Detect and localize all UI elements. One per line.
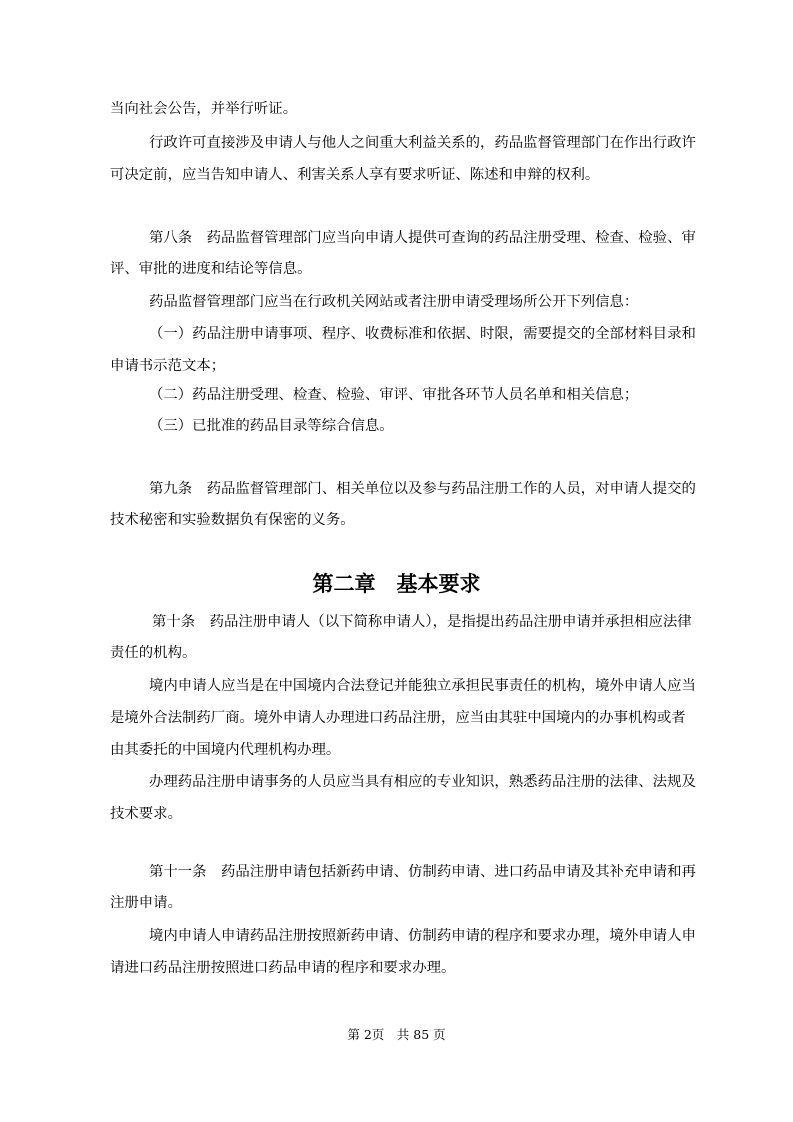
text-line: 注册申请。 [110, 895, 182, 911]
article-8-heading-line: 第八条 药品监督管理部门应当向申请人提供可查询的药品注册受理、检查、检验、审 [149, 230, 696, 246]
list-item-line: （三）已批准的药品目录等综合信息。 [149, 418, 394, 434]
article-11-heading-line: 第十一条 药品注册申请包括新药申请、仿制药申请、进口药品申请及其补充申请和再 [149, 864, 696, 880]
text-line: 行政许可直接涉及申请人与他人之间重大利益关系的，药品监督管理部门在作出行政许 [149, 135, 696, 151]
list-item-line: （二）药品注册受理、检查、检验、审评、审批各环节人员名单和相关信息； [149, 387, 639, 403]
text-line: 技术要求。 [110, 806, 182, 822]
text-line: 请进口药品注册按照进口药品申请的程序和要求办理。 [110, 960, 456, 976]
text-line: 责任的机构。 [110, 645, 197, 661]
text-line: 评、审批的进度和结论等信息。 [110, 261, 312, 277]
chapter-title: 第二章 基本要求 [312, 572, 481, 596]
text-line: 办理药品注册申请事务的人员应当具有相应的专业知识，熟悉药品注册的法律、法规及 [149, 774, 696, 790]
text-line: 可决定前，应当告知申请人、利害关系人享有要求听证、陈述和申辩的权利。 [110, 167, 600, 183]
text-line: 境内申请人申请药品注册按照新药申请、仿制药申请的程序和要求办理，境外申请人申 [149, 928, 696, 944]
article-9-heading-line: 第九条 药品监督管理部门、相关单位以及参与药品注册工作的人员，对申请人提交的 [149, 481, 696, 497]
text-line: 当向社会公告，并举行听证。 [110, 101, 298, 117]
text-line: 技术秘密和实验数据负有保密的义务。 [110, 512, 355, 528]
text-line: 境内申请人应当是在中国境内合法登记并能独立承担民事责任的机构，境外申请人应当 [149, 678, 696, 694]
text-line: 由其委托的中国境内代理机构办理。 [110, 742, 341, 758]
text-line: 药品监督管理部门应当在行政机关网站或者注册申请受理场所公开下列信息： [149, 294, 639, 310]
page-footer: 第 2页 共 85 页 [347, 1027, 446, 1042]
article-10-heading-line: 第十条 药品注册申请人（以下简称申请人），是指提出药品注册申请并承担相应法律 [152, 614, 692, 630]
list-item-line: （一）药品注册申请事项、程序、收费标准和依据、时限，需要提交的全部材料目录和 [149, 326, 696, 342]
text-line: 是境外合法制药厂商。境外申请人办理进口药品注册，应当由其驻中国境内的办事机构或者 [110, 710, 686, 726]
text-line: 申请书示范文本； [110, 358, 226, 374]
